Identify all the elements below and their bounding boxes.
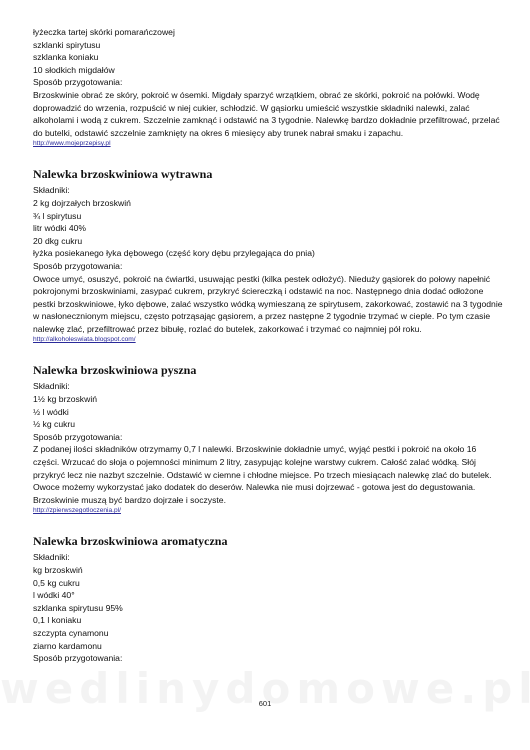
method-text: Brzoskwinie obrać ze skóry, pokroić w ósemki. Migdały sparzyć wrzątkiem, obrać ze skórki, pokroić na połówki. Wodę doprowadzić do wrzenia, rozpuścić w niej cukier, schłodzić. W gąsiorku umieścić wszystkie składniki nalewki, zalać alkoholami i wodą z cukrem. Szczelnie zamknąć i odstawić na 3 tygodnie. Nalewkę bardzo dokładnie przefiltrować, przelać do butelki, odstawić szczelnie zamknięty na okres 6 miesięcy aby trunek nabrał smaku i zapachu. (33, 89, 500, 138)
ingredient-line: l wódki 40° (33, 590, 75, 601)
ingredient-line: 0,5 kg cukru (33, 577, 80, 588)
intro-lines (33, 26, 503, 89)
document-page (33, 26, 503, 665)
recipe-section (33, 167, 503, 345)
intro-section (33, 26, 503, 149)
page-number: 601 (258, 699, 272, 708)
ingredient-line: szklanka koniaku (33, 52, 99, 63)
source-link[interactable]: http://www.mojeprzepisy.pl (33, 140, 111, 148)
ingredient-line: litr wódki 40% (33, 223, 87, 234)
ingredients-heading: Składniki: (33, 381, 70, 392)
ingredients-heading: Składniki: (33, 185, 70, 196)
method-text: Owoce umyć, osuszyć, pokroić na ćwiartki, usuwając pestki (kilka pestek odłożyć). Nieduży gąsiorek do połowy napełnić pokrojonymi brzoskwiniami, zasypać cukrem, przykryć ściereczką i odstawić na noc. Następnego dnia dodać odłożone pestki brzoskwiniowe, łyko dębowe, zalać wszystko wódką wymieszaną ze spirytusem, zakorkować, zostawić na 3 tygodnie w nasłonecznionym miejscu, często potrząsając gąsiorem, a przez następne 2 tygodnie trzymać w cieple. Po tym czasie nalewkę zlać, przefiltrować przez bibułę, rozlać do butelek, zakorkować i trzymać co najmniej pół roku. (33, 273, 503, 334)
source-link[interactable]: http://alkoholeswiata.blogspot.com/ (33, 336, 136, 344)
method-heading: Sposób przygotowania: (33, 653, 123, 664)
ingredient-line: ziarno kardamonu (33, 640, 102, 651)
ingredient-line: 10 słodkich migdałów (33, 64, 115, 75)
ingredient-line: szklanka spirytusu 95% (33, 602, 123, 613)
recipe-section (33, 534, 503, 664)
ingredient-line: 2 kg dojrzałych brzoskwiń (33, 197, 131, 208)
ingredient-line: szczypta cynamonu (33, 627, 109, 638)
ingredient-line: kg brzoskwiń (33, 565, 83, 575)
source-link[interactable]: http://zpierwszegotloczenia.pl/ (33, 507, 121, 515)
ingredient-line: łyżka posiekanego łyka dębowego (część kory dębu przylegająca do pnia) (33, 248, 315, 259)
ingredient-line: 0,1 l koniaku (33, 615, 82, 626)
recipe-section (33, 363, 503, 516)
recipe-title: Nalewka brzoskwiniowa aromatyczna (33, 534, 228, 549)
ingredient-line: ¾ l spirytusu (33, 210, 82, 221)
recipe-title: Nalewka brzoskwiniowa pyszna (33, 363, 197, 378)
ingredient-line: 1½ kg brzoskwiń (33, 394, 98, 405)
recipe-title: Nalewka brzoskwiniowa wytrawna (33, 167, 213, 182)
ingredient-line: ½ l wódki (33, 406, 69, 417)
method-heading: Sposób przygotowania: (33, 260, 123, 271)
method-text: Z podanej ilości składników otrzymamy 0,7 l nalewki. Brzoskwinie dokładnie umyć, wyjąć pestki i pokroić na około 16 części. Wrzucać do słoja o pojemności minimum 2 litry, zasypując kolejne warstwy cukrem. Całość zalać wódką. Słój przykryć lecz nie nazbyt szczelnie. Odstawić w ciemne i chłodne miejsce. Po trzech miesiącach nalewkę zlać do butelek. Owoce możemy wykorzystać jako dodatek do deserów. Nalewka nie musi dojrzewać - gotowa jest do degustowania. Brzoskwinie muszą być bardzo dojrzałe i soczyste. (33, 444, 492, 505)
ingredient-line: łyżeczka tartej skórki pomarańczowej (33, 27, 175, 37)
ingredient-line: 20 dkg cukru (33, 235, 83, 246)
method-heading: Sposób przygotowania: (33, 77, 123, 88)
ingredients-heading: Składniki: (33, 552, 70, 563)
ingredient-line: ½ kg cukru (33, 419, 76, 430)
ingredient-line: szklanki spirytusu (33, 39, 101, 50)
method-heading: Sposób przygotowania: (33, 431, 123, 442)
